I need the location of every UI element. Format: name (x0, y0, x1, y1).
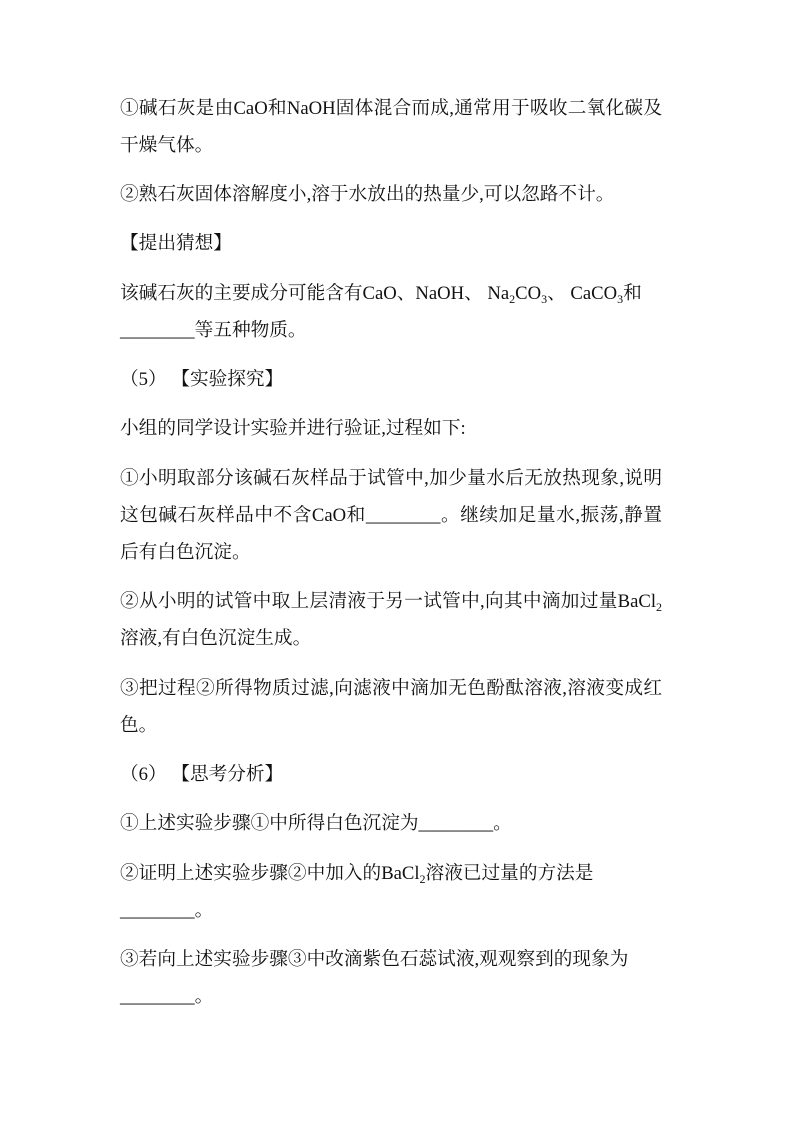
answer-blank-line: ________。 (120, 899, 214, 921)
analysis-question-3 (120, 941, 680, 1015)
text-segment: 溶液已过量的方法是 (425, 862, 594, 884)
subscript: 3 (617, 291, 624, 306)
heading-section-6 (120, 756, 680, 793)
text-segment: 和 (623, 282, 642, 304)
experiment-step-3 (120, 670, 680, 744)
text-line (120, 275, 680, 312)
text-segment: CO (515, 282, 542, 304)
text-line: 干燥气体。 (120, 134, 214, 156)
text-segment: ②证明上述实验步骤②中加入的BaCl (120, 862, 420, 884)
document-body (120, 90, 680, 1028)
experiment-intro (120, 410, 680, 447)
text-line: ③把过程②所得物质过滤,向滤液中滴加无色酚酞溶液,溶液变成红 (120, 677, 662, 699)
text-line: 色。 (120, 714, 158, 736)
subscript: 2 (509, 291, 516, 306)
text-segment: 该碱石灰的主要成分可能含有CaO、NaOH、 Na (120, 282, 510, 304)
section-heading: （5） 【实验探究】 (120, 369, 284, 391)
section-heading: 【提出猜想】 (120, 233, 232, 255)
experiment-step-1 (120, 460, 680, 571)
text-line: 溶液,有白色沉淀生成。 (120, 628, 312, 650)
experiment-step-2 (120, 583, 680, 657)
text-segment: ②从小明的试管中取上层清液于另一试管中,向其中滴加过量BaCl (120, 591, 656, 613)
heading-hypothesis (120, 225, 680, 262)
hypothesis-text (120, 275, 680, 349)
text-line (120, 583, 662, 620)
text-line: ①上述实验步骤①中所得白色沉淀为________。 (120, 813, 512, 835)
analysis-question-1 (120, 805, 680, 842)
note-item-2 (120, 176, 680, 213)
heading-section-5 (120, 361, 680, 398)
text-line: ②熟石灰固体溶解度小,溶于水放出的热量少,可以忽路不计。 (120, 183, 615, 205)
text-line: ________等五种物质。 (120, 319, 307, 341)
note-item-1 (120, 90, 680, 164)
analysis-question-2 (120, 855, 680, 929)
subscript: 3 (541, 291, 548, 306)
text-line: ①小明取部分该碱石灰样品于试管中,加少量水后无放热现象,说明 (120, 467, 662, 489)
subscript: 2 (656, 600, 662, 615)
text-line: 小组的同学设计实验并进行验证,过程如下: (120, 418, 466, 440)
text-line: ①碱石灰是由CaO和NaOH固体混合而成,通常用于吸收二氧化碳及 (120, 97, 662, 119)
text-line: 这包碱石灰样品中不含CaO和________。继续加足量水,振荡,静置 (120, 504, 662, 526)
text-line (120, 855, 680, 892)
subscript: 2 (419, 871, 426, 886)
answer-blank-line: ________。 (120, 986, 214, 1008)
text-line: 后有白色沉淀。 (120, 541, 251, 563)
section-heading: （6） 【思考分析】 (120, 764, 284, 786)
text-line: ③若向上述实验步骤③中改滴紫色石蕊试液,观观察到的现象为 (120, 949, 629, 971)
text-segment: 、 CaCO (547, 282, 618, 304)
